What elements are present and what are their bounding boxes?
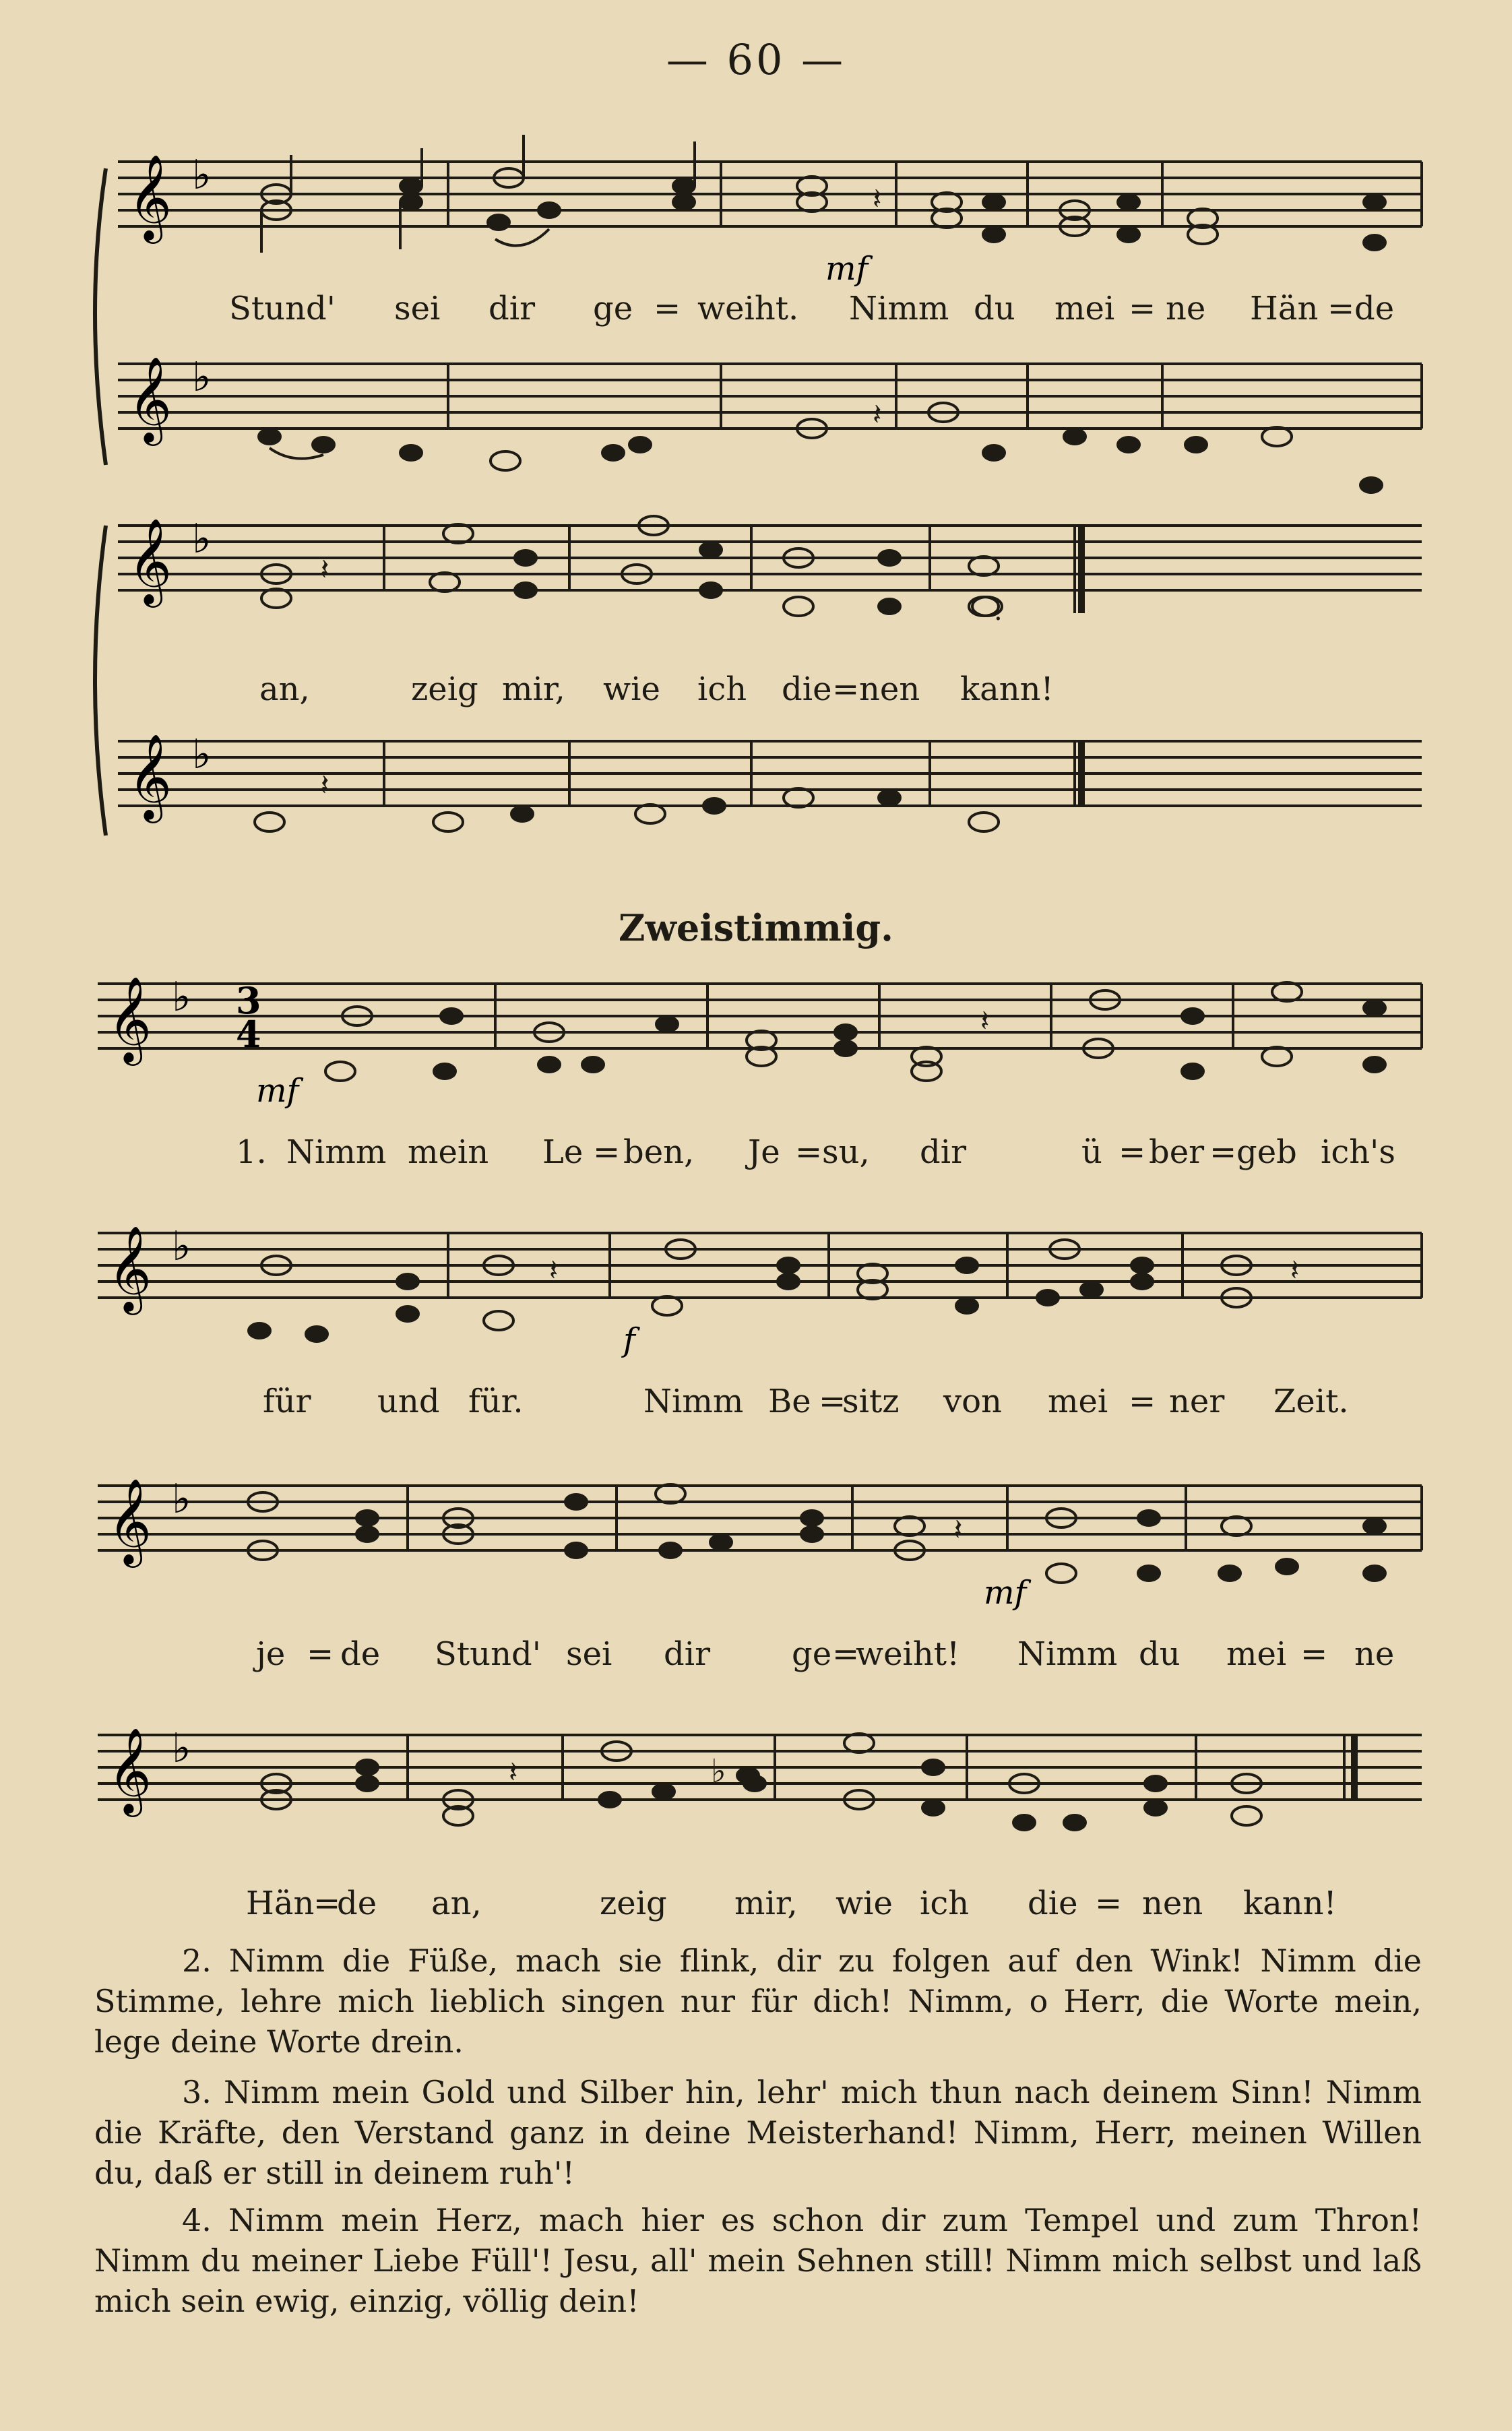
flat-icon: ♭ [192, 152, 212, 199]
music-system-6 [91, 1725, 1432, 1951]
verse-2 [94, 1940, 1422, 2062]
lyrics-line-3: 1. Nimm mein Le = ben, Je = su, dir ü = ber = geb ich's [236, 1133, 1395, 1171]
treble-clef-icon: 𝄞 [108, 1727, 152, 1813]
page-number: — 60 — [666, 35, 846, 84]
flat-icon: ♭ [172, 974, 191, 1021]
staff-5 [91, 1476, 1432, 1627]
svg-text:𝄽: 𝄽 [980, 1004, 990, 1038]
treble-clef-icon: 𝄞 [128, 154, 172, 240]
flat-icon: ♭ [172, 1223, 191, 1270]
flat-icon: ♭ [172, 1476, 191, 1523]
time-signature-bottom: 4 [236, 1013, 261, 1056]
dynamic-mf: mf [256, 1072, 299, 1110]
svg-text:.: . [994, 596, 1003, 627]
svg-text:𝄽: 𝄽 [1290, 1253, 1300, 1288]
lyrics-line-4: für und für. Nimm Be = sitz von mei = ner Zeit. [263, 1383, 1349, 1420]
treble-clef-icon: 𝄞 [108, 976, 152, 1062]
music-system-1 [91, 152, 1432, 492]
verse-number: 4. [182, 2202, 212, 2238]
svg-text:𝄽: 𝄽 [320, 552, 329, 587]
dynamic-f: f [623, 1321, 635, 1359]
treble-clef-icon: 𝄞 [108, 1478, 152, 1564]
flat-icon: ♭ [192, 731, 212, 778]
lyrics-line-2: an, zeig mir, wie ich die = nen kann! [259, 670, 1054, 708]
svg-text:𝄽: 𝄽 [320, 768, 329, 802]
svg-text:𝄽: 𝄽 [873, 182, 882, 216]
music-system-3 [91, 974, 1432, 1199]
treble-clef-icon: 𝄞 [128, 517, 172, 604]
verse-number: 3. [182, 2074, 212, 2110]
dynamic-mf: mf [825, 250, 869, 288]
lyrics-line-5: je = de Stund' sei dir ge = weiht! Nimm du mei = ne [256, 1635, 1395, 1673]
svg-text:𝄽: 𝄽 [549, 1253, 559, 1288]
treble-clef-icon: 𝄞 [108, 1225, 152, 1311]
lyrics-line-6: Hän = de an, zeig mir, wie ich die = nen kann! [246, 1885, 1337, 1922]
section-heading: Zweistimmig. [619, 906, 893, 949]
flat-icon: ♭ [172, 1725, 191, 1772]
verse-text: Nimm mein Herz, mach hier es schon dir zum Tempel und zum Thron! Nimm du meiner Liebe Füll'! Jesu, all' mein Sehnen still! Nimm mich selbst und laß mich sein ewig, einzig, völlig dein! [94, 2202, 1422, 2319]
svg-text:𝄽: 𝄽 [953, 1513, 963, 1547]
treble-clef-icon: 𝄞 [128, 356, 172, 442]
svg-text:𝄽: 𝄽 [873, 398, 882, 432]
lyrics-line-1: Stund' sei dir ge = weiht. Nimm du mei = ne Hän = de [229, 290, 1395, 327]
verse-text: Nimm mein Gold und Silber hin, lehr' mich thun nach deinem Sinn! Nimm die Kräfte, den Verstand ganz in deine Meisterhand! Nimm, Herr, meinen Willen du, daß er still in deinem ruh'! [94, 2074, 1422, 2191]
music-system-2 [91, 515, 1432, 869]
music-system-4 [91, 1223, 1432, 1449]
music-system-5 [91, 1476, 1432, 1701]
treble-clef-icon: 𝄞 [128, 733, 172, 819]
staff-6 [91, 1725, 1432, 1876]
staff-4 [91, 1223, 1432, 1375]
verse-text: Nimm die Füße, mach sie flink, dir zu folgen auf den Wink! Nimm die Stimme, lehre mich lieblich singen nur für dich! Nimm, o Herr, die Worte mein, lege deine Worte drein. [94, 1943, 1422, 2060]
dynamic-mf: mf [984, 1574, 1027, 1612]
verse-4 [94, 2200, 1422, 2321]
verse-3 [94, 2072, 1422, 2193]
verse-number: 2. [182, 1943, 212, 1979]
staff-3 [91, 974, 1432, 1112]
time-signature-top: 3 [236, 979, 261, 1022]
flat-icon: ♭ [192, 515, 212, 563]
flat-icon: ♭ [192, 354, 212, 401]
svg-text:♭: ♭ [711, 1753, 726, 1790]
svg-text:𝄽: 𝄽 [509, 1755, 518, 1790]
